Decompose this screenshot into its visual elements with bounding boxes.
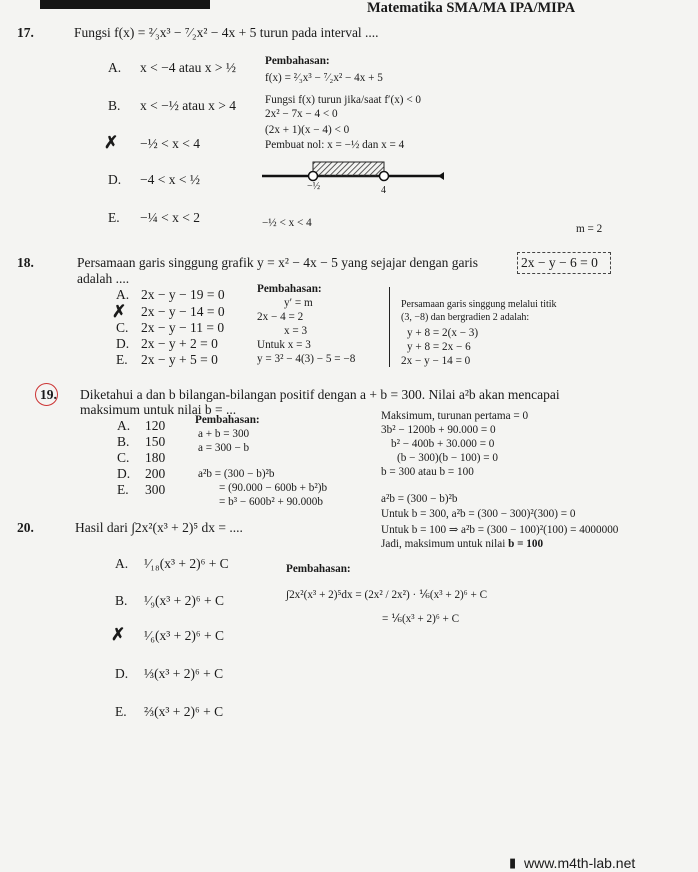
number-line-left-label: −½ <box>307 181 321 192</box>
q18-cross-mark: ✗ <box>112 302 127 321</box>
q17-solution-line: Pembuat nol: x = −½ dan x = 4 <box>265 139 405 151</box>
q17-number: 17. <box>17 25 34 40</box>
q17-solution-line: 2x² − 7x − 4 < 0 <box>265 108 338 120</box>
q19-conclusion-answer: b = 100 <box>508 538 544 550</box>
q18-question-line1: Persamaan garis singgung grafik y = x² − 4x − 5 yang sejajar dengan garis <box>77 255 479 270</box>
q18-solution-heading: Pembahasan: <box>257 283 322 295</box>
q19-conclusion <box>381 538 543 550</box>
header-bar <box>40 0 210 9</box>
q19-option-e: 300 <box>145 482 166 497</box>
q19-solution-right: Untuk b = 300, a²b = (300 − 300)²(300) = 0 <box>381 508 576 520</box>
q18-option-d: 2x − y + 2 = 0 <box>141 336 218 351</box>
q20-option-c: ¹⁄₆(x³ + 2)⁶ + C <box>144 628 224 643</box>
q20-option-d-letter: D. <box>115 666 129 681</box>
q19-option-a-letter: A. <box>117 418 131 433</box>
q18-question-line2: adalah .... <box>77 271 130 286</box>
q17-solution-line: (2x + 1)(x − 4) < 0 <box>265 124 350 136</box>
q18-solution-line: y′ = m <box>284 297 313 309</box>
q20-cross-mark: ✗ <box>111 625 126 644</box>
q17-option-a-letter: A. <box>108 60 122 75</box>
q18-solution-line: 2x − 4 = 2 <box>257 311 304 323</box>
q19-solution-line: = (90.000 − 600b + b²)b <box>219 482 328 494</box>
q17-option-c: −½ < x < 4 <box>140 136 200 151</box>
q19-option-c-letter: C. <box>117 450 130 465</box>
q19-solution-line: a + b = 300 <box>198 428 250 440</box>
q18-solution-right: Persamaan garis singgung melalui titik <box>401 299 557 310</box>
q19-solution-right: b² − 400b + 30.000 = 0 <box>391 438 495 450</box>
q17-option-a: x < −4 atau x > ½ <box>140 60 236 75</box>
q20-option-a-letter: A. <box>115 556 129 571</box>
q19-option-d-letter: D. <box>117 466 131 481</box>
q18-option-c-letter: C. <box>116 320 129 335</box>
q18-option-e-letter: E. <box>116 352 128 367</box>
number-line-right-label: 4 <box>381 185 386 196</box>
q19-option-b-letter: B. <box>117 434 130 449</box>
q18-option-e: 2x − y + 5 = 0 <box>141 352 218 367</box>
footer-site: www.m4th-lab.net <box>524 855 636 871</box>
q18-solution-right: (3, −8) dan bergradien 2 adalah: <box>401 312 530 323</box>
q17-solution-line: f(x) = ²⁄₃x³ − ⁷⁄₂x² − 4x + 5 <box>265 72 383 84</box>
q18-option-b: 2x − y − 14 = 0 <box>141 304 225 319</box>
m-label: m = 2 <box>576 223 603 235</box>
q17-cross-mark: ✗ <box>104 133 119 152</box>
q19-question-line1: Diketahui a dan b bilangan-bilangan positif dengan a + b = 300. Nilai a²b akan mencapai <box>80 387 560 402</box>
q19-solution-line: = b³ − 600b² + 90.000b <box>219 496 323 508</box>
q17-option-b: x < −½ atau x > 4 <box>140 98 236 113</box>
q20-option-e: ⅔(x³ + 2)⁶ + C <box>144 704 224 719</box>
q19-option-d: 200 <box>145 466 166 481</box>
q18-option-a-letter: A. <box>116 287 130 302</box>
q17-solution-heading: Pembahasan: <box>265 55 330 67</box>
number-line-shaded-region <box>313 162 384 176</box>
q20-solution-line: = ⅙(x³ + 2)⁶ + C <box>382 613 460 625</box>
q17-option-e: −¼ < x < 2 <box>140 210 200 225</box>
q18-option-c: 2x − y − 11 = 0 <box>141 320 225 335</box>
q18-option-a: 2x − y − 19 = 0 <box>141 287 225 302</box>
q19-solution-heading: Pembahasan: <box>195 414 260 426</box>
q18-solution-right: y + 8 = 2x − 6 <box>407 341 471 353</box>
number-line-arrow <box>438 172 444 180</box>
q20-number: 20. <box>17 520 34 535</box>
q18-solution-line: Untuk x = 3 <box>257 339 311 351</box>
q19-option-e-letter: E. <box>117 482 129 497</box>
q19-number: 19. <box>40 387 57 402</box>
open-circle-left <box>309 172 318 181</box>
q19-solution-line: a = 300 − b <box>198 442 250 454</box>
q18-boxed-equation: 2x − y − 6 = 0 <box>521 255 598 270</box>
q18-solution-right: y + 8 = 2(x − 3) <box>407 327 479 339</box>
q20-solution-line: ∫2x²(x³ + 2)⁵dx = (2x² / 2x²) · ⅙(x³ + 2)⁶ + C <box>286 589 488 601</box>
q20-solution-heading: Pembahasan: <box>286 563 351 575</box>
q18-solution-line: x = 3 <box>284 325 308 337</box>
q19-option-a: 120 <box>145 418 166 433</box>
q17-solution-line: Fungsi f(x) turun jika/saat f′(x) < 0 <box>265 94 422 106</box>
q18-divider <box>389 287 390 367</box>
q20-question: Hasil dari ∫2x²(x³ + 2)⁵ dx = .... <box>75 520 243 535</box>
q20-option-b: ¹⁄₉(x³ + 2)⁶ + C <box>144 593 224 608</box>
q17-option-d-letter: D. <box>108 172 122 187</box>
q19-solution-right: Untuk b = 100 ⇒ a²b = (300 − 100)²(100) = 4000000 <box>381 524 619 536</box>
q19-solution-right: 3b² − 1200b + 90.000 = 0 <box>381 424 496 436</box>
q19-solution-right: a²b = (300 − b)²b <box>381 493 458 505</box>
q19-option-c: 180 <box>145 450 166 465</box>
q17-option-d: −4 < x < ½ <box>140 172 200 187</box>
q18-solution-line: y = 3² − 4(3) − 5 = −8 <box>257 353 356 365</box>
q20-option-e-letter: E. <box>115 704 127 719</box>
footer-bullet: ▮ <box>509 855 517 870</box>
q17-question: Fungsi f(x) = ²⁄₃x³ − ⁷⁄₂x² − 4x + 5 turun pada interval .... <box>74 25 379 40</box>
q20-option-a: ¹⁄₁₈(x³ + 2)⁶ + C <box>144 556 229 571</box>
q20-option-b-letter: B. <box>115 593 128 608</box>
q19-solution-line: a²b = (300 − b)²b <box>198 468 275 480</box>
q19-conclusion-text: Jadi, maksimum untuk nilai <box>381 538 506 550</box>
open-circle-right <box>380 172 389 181</box>
q19-solution-right: Maksimum, turunan pertama = 0 <box>381 410 529 422</box>
q19-solution-right: (b − 300)(b − 100) = 0 <box>397 452 498 464</box>
q17-option-b-letter: B. <box>108 98 121 113</box>
q19-solution-right: b = 300 atau b = 100 <box>381 466 474 478</box>
q19-option-b: 150 <box>145 434 166 449</box>
q17-option-e-letter: E. <box>108 210 120 225</box>
q18-option-d-letter: D. <box>116 336 130 351</box>
q19-question-line2: maksimum untuk nilai b = ... <box>80 402 237 417</box>
q17-solution-answer: −½ < x < 4 <box>262 217 312 229</box>
page-title: Matematika SMA/MA IPA/MIPA <box>367 0 576 16</box>
number-line <box>262 158 447 192</box>
q20-option-d: ⅓(x³ + 2)⁶ + C <box>144 666 224 681</box>
q18-number: 18. <box>17 255 34 270</box>
q18-solution-right: 2x − y − 14 = 0 <box>401 355 471 367</box>
